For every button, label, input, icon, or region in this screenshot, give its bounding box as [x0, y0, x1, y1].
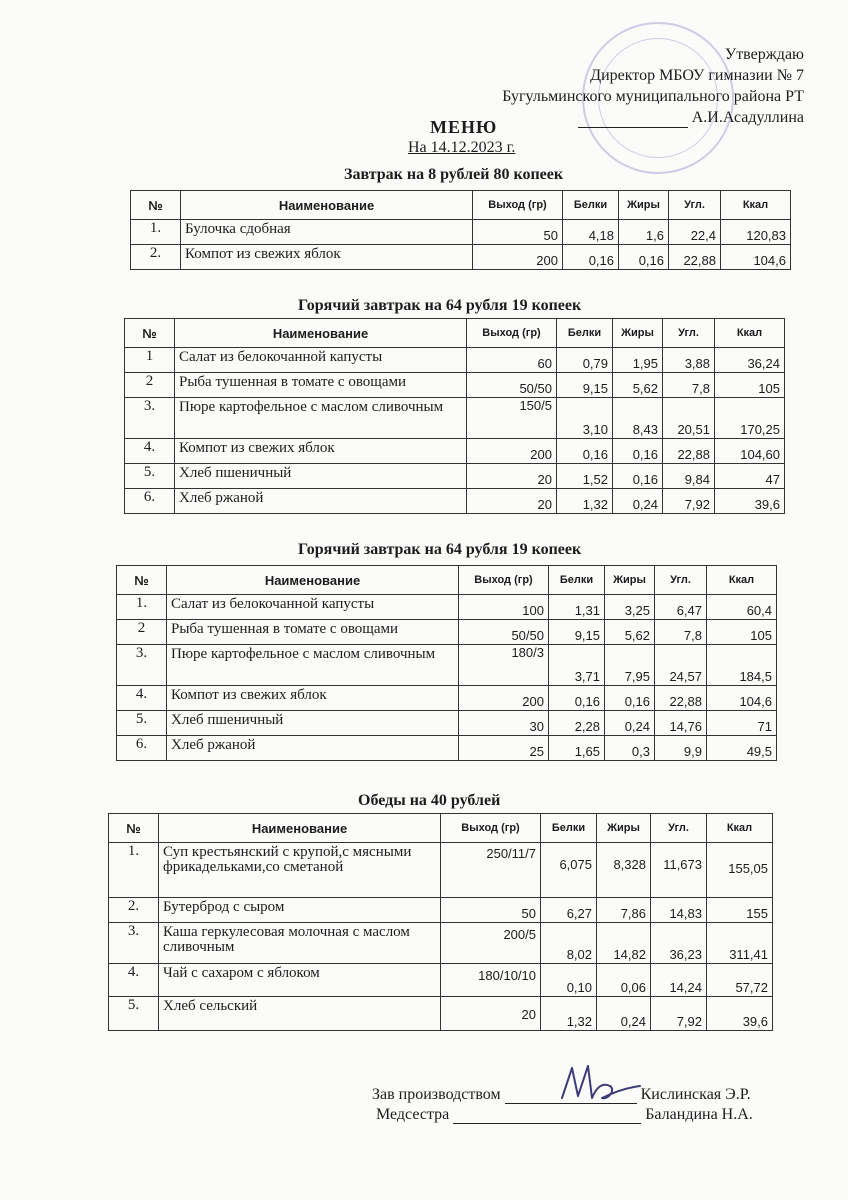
table-row [109, 843, 773, 898]
row-fat: 7,95 [605, 645, 655, 686]
row-name: Хлеб пшеничный [167, 711, 459, 736]
row-name: Булочка сдобная [181, 220, 473, 245]
row-num: 4. [125, 439, 175, 464]
row-yield: 60 [467, 348, 557, 373]
table-row [117, 736, 777, 761]
header-protein: Белки [541, 814, 597, 843]
row-fat: 0,16 [613, 439, 663, 464]
header-num: № [109, 814, 159, 843]
production-label: Зав производством [372, 1086, 501, 1103]
row-yield: 200/5 [441, 923, 541, 964]
row-yield: 50/50 [467, 373, 557, 398]
table-row [131, 220, 791, 245]
row-num: 2 [125, 373, 175, 398]
header-kcal: Ккал [721, 191, 791, 220]
row-name: Компот из свежих яблок [167, 686, 459, 711]
header-carbs: Угл. [663, 319, 715, 348]
row-carbs: 22,88 [655, 686, 707, 711]
row-protein: 4,18 [563, 220, 619, 245]
row-protein: 1,31 [549, 595, 605, 620]
row-protein: 0,16 [557, 439, 613, 464]
row-protein: 2,28 [549, 711, 605, 736]
table-row [117, 595, 777, 620]
header-name: Наименование [181, 191, 473, 220]
row-protein: 8,02 [541, 923, 597, 964]
row-carbs: 14,76 [655, 711, 707, 736]
row-fat: 1,95 [613, 348, 663, 373]
row-carbs: 9,9 [655, 736, 707, 761]
row-protein: 1,32 [557, 489, 613, 514]
header-yield: Выход (гр) [441, 814, 541, 843]
header-yield: Выход (гр) [467, 319, 557, 348]
nurse-name: Баландина Н.А. [645, 1106, 753, 1123]
table-row [125, 398, 785, 439]
row-kcal: 71 [707, 711, 777, 736]
row-fat: 0,24 [613, 489, 663, 514]
approval-line-2: Директор МБОУ гимназии № 7 [590, 67, 804, 84]
row-kcal: 39,6 [707, 997, 773, 1031]
header-fat: Жиры [597, 814, 651, 843]
row-num: 6. [117, 736, 167, 761]
row-kcal: 104,60 [715, 439, 785, 464]
row-yield: 20 [467, 489, 557, 514]
row-name: Салат из белокочанной капусты [167, 595, 459, 620]
row-kcal: 120,83 [721, 220, 791, 245]
row-carbs: 14,24 [651, 964, 707, 997]
row-name: Компот из свежих яблок [181, 245, 473, 270]
table-row [117, 645, 777, 686]
row-name: Хлеб ржаной [167, 736, 459, 761]
table-row [109, 964, 773, 997]
row-num: 5. [117, 711, 167, 736]
header-protein: Белки [557, 319, 613, 348]
row-protein: 1,52 [557, 464, 613, 489]
row-name: Пюре картофельное с маслом сливочным [175, 398, 467, 439]
row-fat: 0,24 [605, 711, 655, 736]
row-kcal: 105 [715, 373, 785, 398]
row-num: 4. [117, 686, 167, 711]
row-protein: 0,79 [557, 348, 613, 373]
row-yield: 180/10/10 [441, 964, 541, 997]
row-fat: 1,6 [619, 220, 669, 245]
row-yield: 50/50 [459, 620, 549, 645]
header-name: Наименование [159, 814, 441, 843]
row-yield: 180/3 [459, 645, 549, 686]
row-carbs: 7,92 [651, 997, 707, 1031]
table-row [125, 373, 785, 398]
menu-table-hot-breakfast-2 [116, 565, 777, 761]
handwritten-signature [544, 1058, 654, 1118]
table-row [125, 464, 785, 489]
header-kcal: Ккал [707, 566, 777, 595]
table-row [109, 997, 773, 1031]
row-protein: 1,32 [541, 997, 597, 1031]
row-name: Хлеб пшеничный [175, 464, 467, 489]
row-fat: 0,16 [605, 686, 655, 711]
header-name: Наименование [175, 319, 467, 348]
section-title-lunch: Обеды на 40 рублей [358, 792, 501, 809]
row-num: 1. [109, 843, 159, 898]
header-name: Наименование [167, 566, 459, 595]
row-kcal: 36,24 [715, 348, 785, 373]
header-protein: Белки [563, 191, 619, 220]
row-kcal: 155,05 [707, 843, 773, 898]
row-kcal: 47 [715, 464, 785, 489]
row-name: Рыба тушенная в томате с овощами [167, 620, 459, 645]
table-row [109, 923, 773, 964]
row-name: Пюре картофельное с маслом сливочным [167, 645, 459, 686]
row-yield: 20 [467, 464, 557, 489]
row-kcal: 57,72 [707, 964, 773, 997]
table-row [117, 686, 777, 711]
row-num: 1 [125, 348, 175, 373]
row-carbs: 6,47 [655, 595, 707, 620]
header-num: № [125, 319, 175, 348]
header-carbs: Угл. [651, 814, 707, 843]
header-num: № [117, 566, 167, 595]
table-header-row [117, 566, 777, 595]
row-yield: 30 [459, 711, 549, 736]
table-row [125, 489, 785, 514]
table-header-row [109, 814, 773, 843]
row-num: 5. [125, 464, 175, 489]
row-num: 5. [109, 997, 159, 1031]
row-kcal: 104,6 [721, 245, 791, 270]
row-name: Хлеб ржаной [175, 489, 467, 514]
row-num: 2. [109, 898, 159, 923]
row-protein: 6,075 [541, 843, 597, 898]
menu-table-breakfast [130, 190, 791, 270]
table-row [117, 620, 777, 645]
row-fat: 5,62 [605, 620, 655, 645]
row-name: Рыба тушенная в томате с овощами [175, 373, 467, 398]
section-title-hot-breakfast-2: Горячий завтрак на 64 рубля 19 копеек [298, 541, 582, 558]
row-fat: 5,62 [613, 373, 663, 398]
row-carbs: 20,51 [663, 398, 715, 439]
row-fat: 7,86 [597, 898, 651, 923]
row-kcal: 39,6 [715, 489, 785, 514]
row-kcal: 311,41 [707, 923, 773, 964]
row-name: Компот из свежих яблок [175, 439, 467, 464]
row-carbs: 7,92 [663, 489, 715, 514]
row-fat: 14,82 [597, 923, 651, 964]
row-fat: 0,06 [597, 964, 651, 997]
row-yield: 200 [473, 245, 563, 270]
row-yield: 50 [441, 898, 541, 923]
row-num: 4. [109, 964, 159, 997]
row-carbs: 36,23 [651, 923, 707, 964]
row-yield: 150/5 [467, 398, 557, 439]
row-fat: 0,3 [605, 736, 655, 761]
table-row [125, 439, 785, 464]
header-carbs: Угл. [669, 191, 721, 220]
row-yield: 200 [459, 686, 549, 711]
row-protein: 0,16 [563, 245, 619, 270]
approval-signature-line [578, 113, 688, 128]
row-yield: 100 [459, 595, 549, 620]
table-row [131, 245, 791, 270]
header-fat: Жиры [613, 319, 663, 348]
row-fat: 3,25 [605, 595, 655, 620]
row-name: Суп крестьянский с крупой,с мясными фрикадельками,со сметаной [159, 843, 441, 898]
table-row [117, 711, 777, 736]
row-num: 3. [125, 398, 175, 439]
row-protein: 1,65 [549, 736, 605, 761]
row-fat: 0,16 [619, 245, 669, 270]
row-carbs: 22,88 [663, 439, 715, 464]
approval-line-3: Бугульминского муниципального района РТ [502, 88, 804, 105]
row-carbs: 11,673 [651, 843, 707, 898]
row-carbs: 22,88 [669, 245, 721, 270]
menu-table-hot-breakfast-1 [124, 318, 785, 514]
row-yield: 50 [473, 220, 563, 245]
row-protein: 6,27 [541, 898, 597, 923]
row-fat: 0,16 [613, 464, 663, 489]
row-kcal: 104,6 [707, 686, 777, 711]
row-carbs: 9,84 [663, 464, 715, 489]
menu-date: На 14.12.2023 г. [408, 139, 516, 156]
approval-signer-row [502, 107, 804, 128]
header-yield: Выход (гр) [459, 566, 549, 595]
row-num: 3. [109, 923, 159, 964]
menu-title: МЕНЮ [430, 117, 498, 137]
row-carbs: 7,8 [663, 373, 715, 398]
approval-line-1: Утверждаю [724, 46, 804, 63]
row-name: Каша геркулесовая молочная с маслом сливочным [159, 923, 441, 964]
header-fat: Жиры [619, 191, 669, 220]
header-kcal: Ккал [715, 319, 785, 348]
row-num: 2 [117, 620, 167, 645]
row-name: Хлеб сельский [159, 997, 441, 1031]
table-row [125, 348, 785, 373]
header-num: № [131, 191, 181, 220]
approval-block [502, 44, 804, 128]
row-kcal: 155 [707, 898, 773, 923]
header-yield: Выход (гр) [473, 191, 563, 220]
row-carbs: 7,8 [655, 620, 707, 645]
row-num: 6. [125, 489, 175, 514]
row-kcal: 49,5 [707, 736, 777, 761]
row-kcal: 105 [707, 620, 777, 645]
row-protein: 3,10 [557, 398, 613, 439]
row-num: 3. [117, 645, 167, 686]
row-yield: 250/11/7 [441, 843, 541, 898]
row-name: Чай с сахаром с яблоком [159, 964, 441, 997]
row-carbs: 22,4 [669, 220, 721, 245]
section-title-breakfast: Завтрак на 8 рублей 80 копеек [344, 166, 564, 183]
row-num: 2. [131, 245, 181, 270]
row-protein: 0,16 [549, 686, 605, 711]
table-header-row [125, 319, 785, 348]
row-yield: 25 [459, 736, 549, 761]
row-protein: 9,15 [557, 373, 613, 398]
row-kcal: 170,25 [715, 398, 785, 439]
row-yield: 200 [467, 439, 557, 464]
row-protein: 9,15 [549, 620, 605, 645]
row-protein: 3,71 [549, 645, 605, 686]
row-yield: 20 [441, 997, 541, 1031]
row-kcal: 60,4 [707, 595, 777, 620]
table-row [109, 898, 773, 923]
nurse-label: Медсестра [376, 1106, 450, 1123]
header-carbs: Угл. [655, 566, 707, 595]
row-protein: 0,10 [541, 964, 597, 997]
row-name: Салат из белокочанной капусты [175, 348, 467, 373]
row-name: Бутерброд с сыром [159, 898, 441, 923]
table-header-row [131, 191, 791, 220]
row-carbs: 14,83 [651, 898, 707, 923]
row-num: 1. [117, 595, 167, 620]
header-fat: Жиры [605, 566, 655, 595]
row-kcal: 184,5 [707, 645, 777, 686]
row-fat: 8,328 [597, 843, 651, 898]
menu-table-lunch [108, 813, 773, 1031]
section-title-hot-breakfast-1: Горячий завтрак на 64 рубля 19 копеек [298, 297, 582, 314]
header-protein: Белки [549, 566, 605, 595]
row-carbs: 3,88 [663, 348, 715, 373]
header-kcal: Ккал [707, 814, 773, 843]
row-fat: 0,24 [597, 997, 651, 1031]
production-name: Кислинская Э.Р. [640, 1086, 751, 1103]
row-fat: 8,43 [613, 398, 663, 439]
row-carbs: 24,57 [655, 645, 707, 686]
approval-signer: А.И.Асадуллина [691, 109, 804, 126]
row-num: 1. [131, 220, 181, 245]
